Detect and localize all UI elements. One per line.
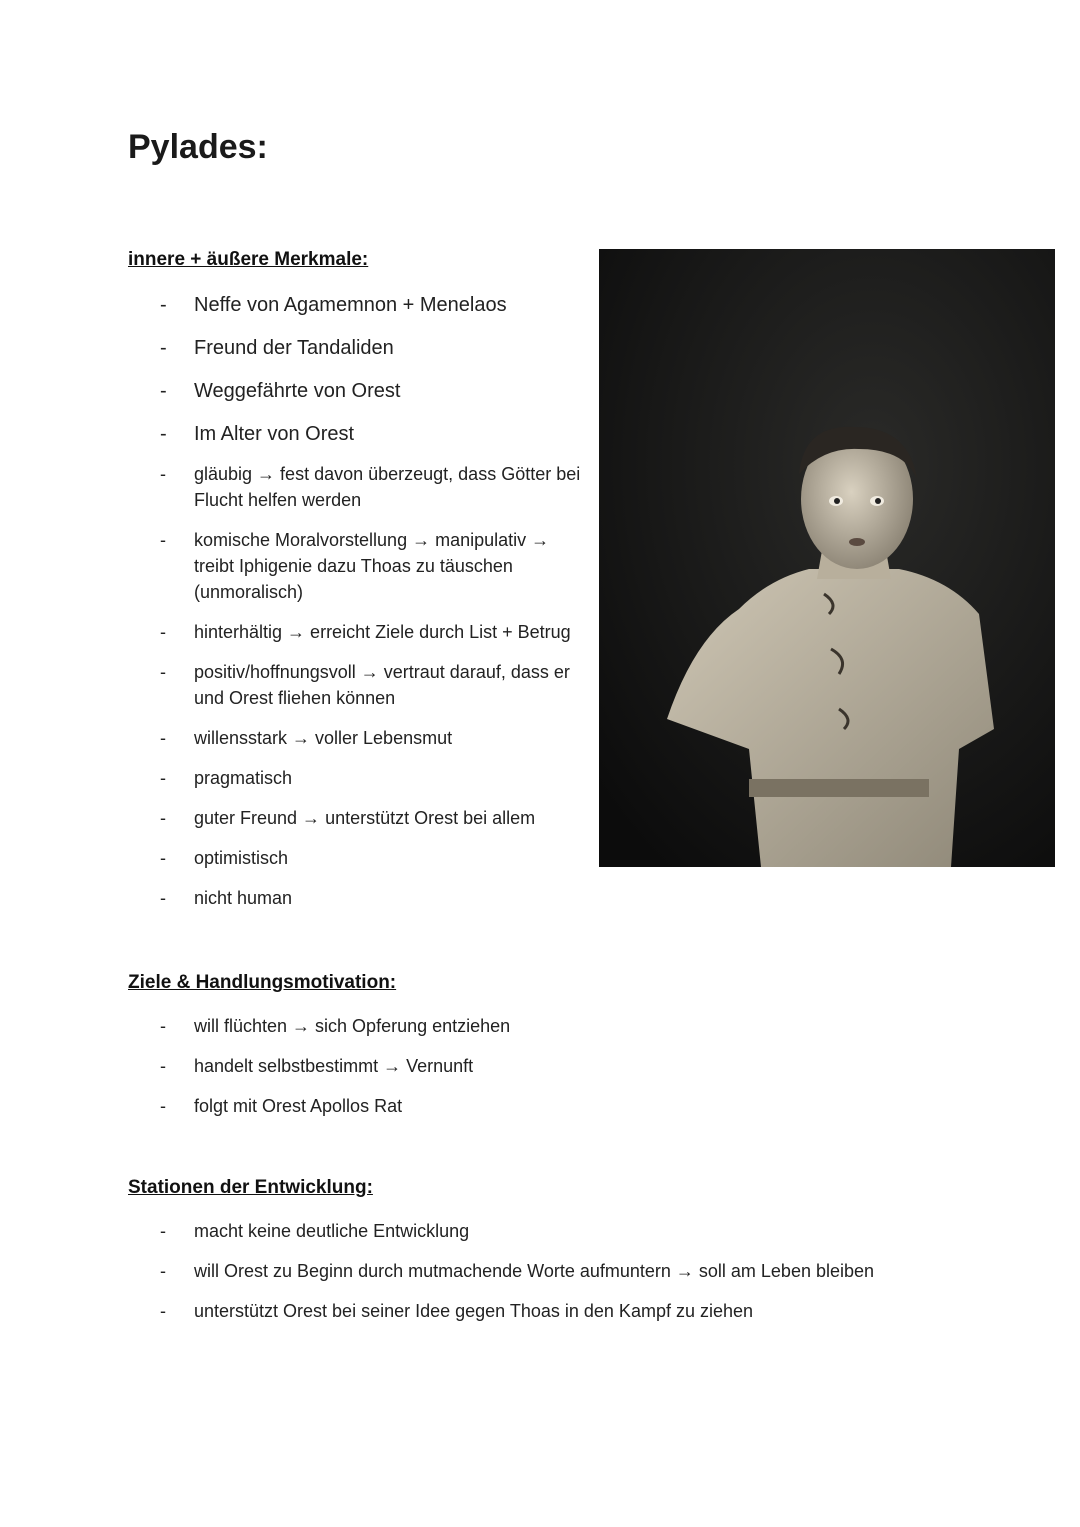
list-item: - nicht human xyxy=(160,888,293,908)
list-item: - macht keine deutliche Entwicklung xyxy=(160,1221,470,1241)
list-item: - will flüchten → sich Opferung entziehen xyxy=(160,1016,511,1036)
section-heading-ziele: Ziele & Handlungsmotivation: xyxy=(128,972,397,993)
list-item: - optimistisch xyxy=(160,848,289,868)
list-item: - guter Freund → unterstützt Orest bei allem xyxy=(160,808,536,828)
list-item: - Neffe von Agamemnon + Menelaos xyxy=(160,294,507,316)
list-item: - gläubig → fest davon überzeugt, dass Götter bei Flucht helfen werden xyxy=(160,464,581,510)
list-item: - will Orest zu Beginn durch mutmachende Worte aufmuntern → soll am Leben bleiben xyxy=(160,1261,875,1281)
list-item: - handelt selbstbestimmt → Vernunft xyxy=(160,1056,474,1076)
list-item: - komische Moralvorstellung → manipulativ → treibt Iphigenie dazu Thoas zu täuschen (unmoralisch) xyxy=(160,530,550,602)
list-item: - pragmatisch xyxy=(160,768,293,788)
list-item: - folgt mit Orest Apollos Rat xyxy=(160,1096,403,1116)
entwicklung-list xyxy=(128,1218,948,1338)
section-heading-merkmale: innere + äußere Merkmale: xyxy=(128,249,369,270)
list-item: - hinterhältig → erreicht Ziele durch List + Betrug xyxy=(160,622,571,642)
section-heading-entwicklung: Stationen der Entwicklung: xyxy=(128,1177,373,1198)
list-item: - Freund der Tandaliden xyxy=(160,337,394,359)
list-item: - willensstark → voller Lebensmut xyxy=(160,728,453,748)
list-item: - Weggefährte von Orest xyxy=(160,380,401,402)
actor-photo xyxy=(599,249,1055,867)
list-item: - positiv/hoffnungsvoll → vertraut darauf, dass er und Orest fliehen können xyxy=(160,662,570,708)
list-item: - Im Alter von Orest xyxy=(160,423,355,445)
ziele-list xyxy=(128,1013,948,1133)
list-item: - unterstützt Orest bei seiner Idee gegen Thoas in den Kampf zu ziehen xyxy=(160,1301,754,1321)
page-title: Pylades: xyxy=(128,128,268,166)
